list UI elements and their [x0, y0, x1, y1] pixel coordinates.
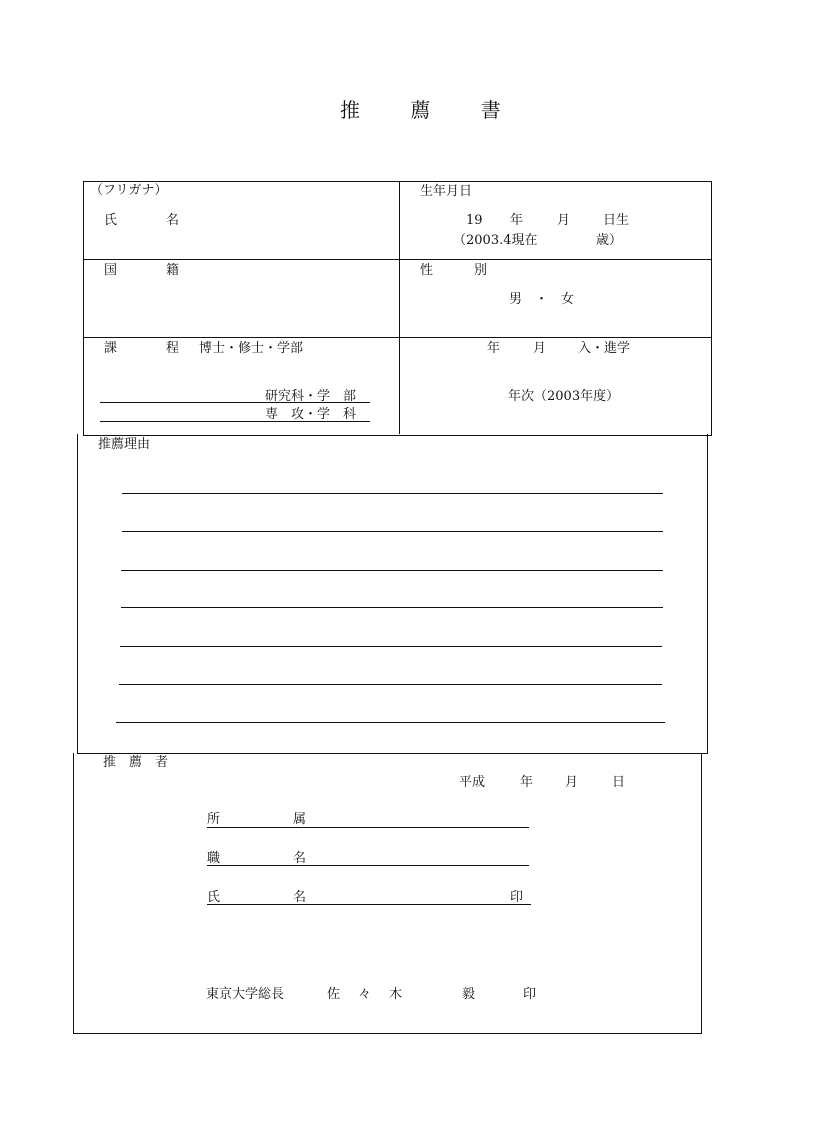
reason-line	[121, 570, 663, 571]
birthdate-day-unit: 日生	[603, 213, 630, 228]
president-name-4: 毅	[462, 987, 476, 1002]
president-name-1: 佐	[327, 987, 341, 1002]
name-label: 氏 名	[104, 213, 198, 228]
lower-frame-bottom	[73, 1033, 702, 1034]
lower-frame-left	[77, 434, 78, 754]
enrollment-type: 入・進学	[578, 341, 631, 356]
page-title: 推 薦 書	[340, 98, 523, 122]
gender-label: 性 別	[420, 263, 502, 278]
president-name-3: 木	[389, 987, 403, 1002]
enrollment-year-label: 年次（2003年度）	[508, 389, 620, 404]
course-label: 課 程	[104, 341, 198, 356]
age-note: （2003.4現在	[453, 233, 538, 248]
row-line-2	[83, 337, 711, 338]
president-name-2: 々	[358, 987, 372, 1002]
major-label: 専 攻・学 科	[265, 407, 357, 422]
gender-options: 男 ・ 女	[509, 292, 575, 307]
row-line-1	[83, 259, 711, 260]
recommender-seal: 印	[510, 890, 524, 905]
reason-line	[121, 607, 663, 608]
course-options: 博士・修士・学部	[199, 341, 304, 356]
affiliation-label: 所 属	[207, 812, 337, 827]
recommender-name-line	[207, 904, 531, 905]
furigana-label: （フリガナ）	[90, 183, 168, 198]
birthdate-prefix: 19	[466, 213, 483, 228]
president-seal: 印	[523, 987, 537, 1002]
position-label: 職 名	[207, 851, 337, 866]
lower-frame-mid	[77, 753, 708, 754]
date-era: 平成	[459, 775, 486, 790]
graduate-school-label: 研究科・学 部	[265, 389, 357, 404]
reason-line	[122, 531, 663, 532]
date-year-unit: 年	[520, 775, 534, 790]
birthdate-year-unit: 年	[510, 213, 524, 228]
reason-line	[116, 722, 665, 723]
reason-line	[122, 493, 663, 494]
age-unit: 歳）	[596, 233, 623, 248]
position-line	[207, 865, 529, 866]
president-title: 東京大学総長	[206, 987, 285, 1002]
recommender-label: 推 薦 者	[103, 755, 169, 770]
upper-table-divider	[399, 181, 400, 434]
birthdate-month-unit: 月	[557, 213, 571, 228]
lower-frame-right-bottom	[701, 753, 702, 1034]
affiliation-line	[207, 827, 529, 828]
enrollment-year-unit: 年	[487, 341, 501, 356]
reason-line	[119, 684, 662, 685]
reason-label: 推薦理由	[98, 437, 151, 452]
lower-frame-right	[707, 434, 708, 754]
lower-frame-left-bottom	[73, 753, 74, 1034]
date-day-unit: 日	[612, 775, 626, 790]
recommender-name-label: 氏 名	[207, 890, 337, 905]
enrollment-month-unit: 月	[533, 341, 547, 356]
date-month-unit: 月	[565, 775, 579, 790]
reason-line	[120, 646, 662, 647]
birthdate-label: 生年月日	[420, 184, 473, 199]
nationality-label: 国 籍	[104, 263, 198, 278]
